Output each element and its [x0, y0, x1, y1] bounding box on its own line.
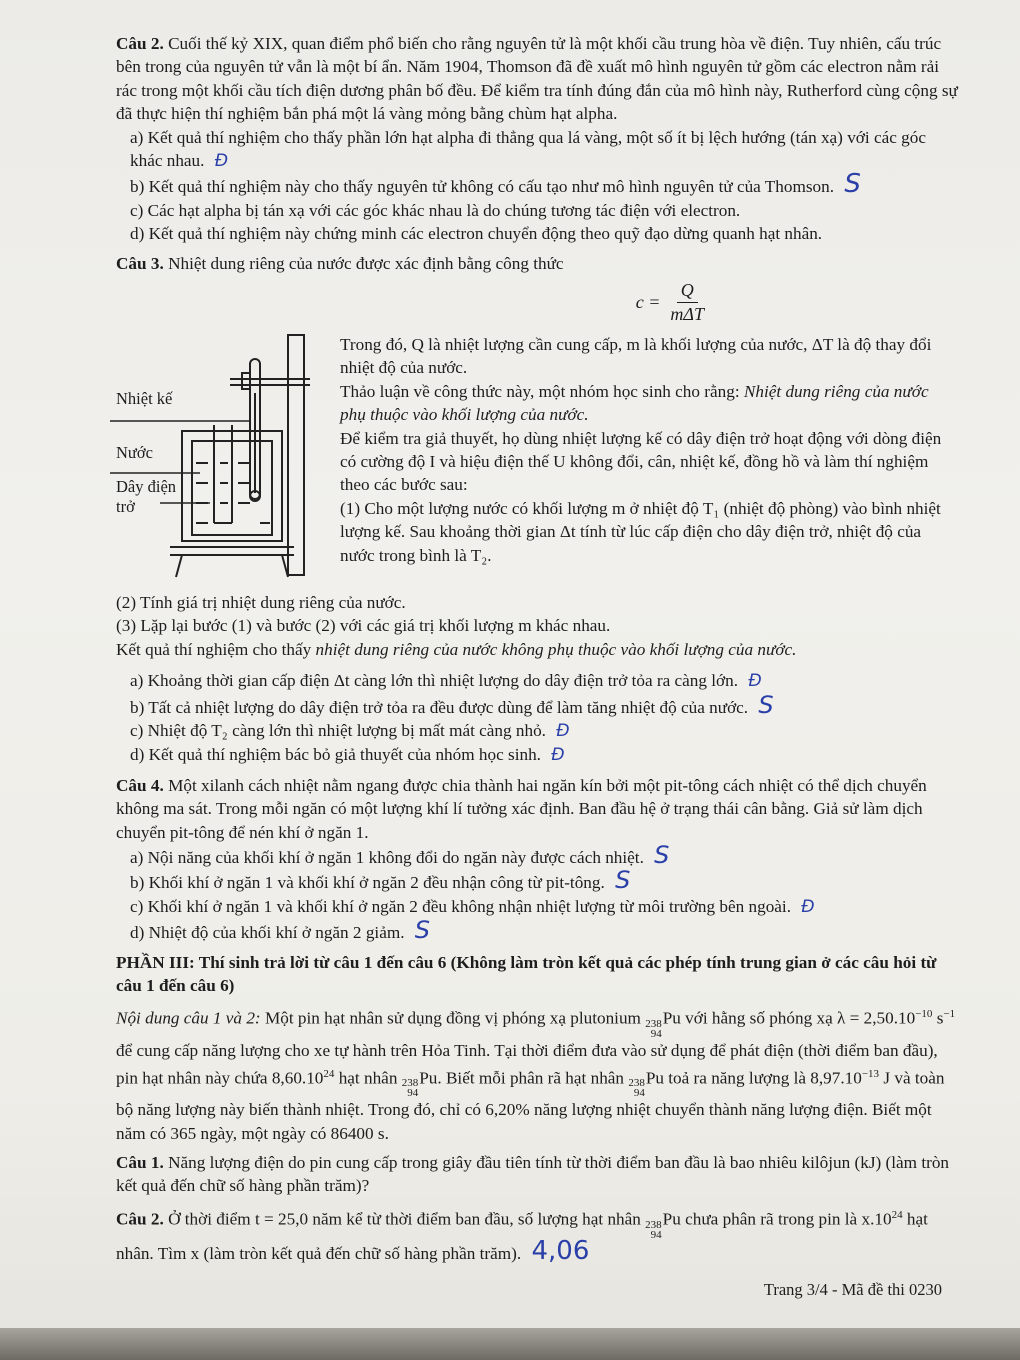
handwritten-mark: S — [615, 866, 631, 895]
handwritten-mark: Đ — [801, 896, 815, 917]
handwritten-answer: 4,06 — [531, 1235, 590, 1266]
q3-test: Để kiểm tra giả thuyết, họ dùng nhiệt lượng kế có dây điện trở hoạt động với dòng điện có cường độ I và hiệu điện thế U không đổi, cân, nhiệt kế, đồng hồ và làm thí nghiệm theo các bước sau: — [340, 428, 942, 495]
handwritten-mark: S — [758, 690, 774, 719]
thermometer-label: Nhiệt kế — [116, 388, 173, 408]
q3-step2: (2) Tính giá trị nhiệt dung riêng của nước. — [116, 592, 406, 612]
q2-option-c: c) Các hạt alpha bị tán xạ với các góc khác nhau là do chúng tương tác điện với electron. — [130, 200, 741, 220]
q3-step3: (3) Lặp lại bước (1) và bước (2) với các giá trị khối lượng m khác nhau. — [116, 616, 611, 636]
q4-option-d: d) Nhiệt độ của khối khí ở ngăn 2 giảm. S — [130, 916, 431, 945]
q2-option-a: a) Kết quả thí nghiệm cho thấy phần lớn hạt alpha đi thẳng qua lá vàng, một số ít bị lệch hướng (tán xạ) với các góc khác nhau. Đ — [116, 126, 958, 174]
handwritten-mark: Đ — [556, 720, 570, 741]
part3-title: PHẦN III: Thí sinh trả lời từ câu 1 đến câu 6 (Không làm tròn kết quả các phép tính trung gian ở các câu hỏi từ câu 1 đến câu 6) — [116, 952, 937, 995]
handwritten-mark: Đ — [214, 151, 229, 172]
handwritten-mark: S — [414, 916, 431, 945]
handwritten-mark: Đ — [551, 745, 565, 766]
q3-option-b: b) Tất cả nhiệt lượng do dây điện trở tỏa ra đều được dùng để làm tăng nhiệt độ của nước. S — [130, 690, 774, 719]
q3-discussion: Thảo luận về công thức này, một nhóm học sinh cho rằng: Nhiệt dung riêng của nước phụ thuộc vào khối lượng của nước. — [340, 381, 929, 425]
q2-option-b: b) Kết quả thí nghiệm này cho thấy nguyên tử không có cấu tạo như mô hình nguyên tử của Thomson. S — [130, 169, 861, 200]
q3-step1: (1) Cho một lượng nước có khối lượng m ở nhiệt độ T₁ (nhiệt độ phòng) vào bình nhiệt lượng kế. Sau khoảng thời gian Δt tính từ lúc cấp điện cho dây điện trở, nhiệt độ của nước trong bình là T₂. — [340, 498, 941, 565]
q2-intro: Câu 2. Cuối thế kỷ XIX, quan điểm phổ biến cho rằng nguyên tử là một khối cầu trung hòa về điện. Tuy nhiên, cấu trúc bên trong của nguyên tử vẫn là một bí ẩn. Năm 1904, Thomson đã đề xuất mô hình nguyên tử gồm các electron nằm rải rác trong một khối cầu tích điện dương phân bố đều. Để kiểm tra tính đúng đắn của mô hình này, Rutherford cùng cộng sự đã thực hiện thí nghiệm bắn phá một lá vàng mỏng bằng chùm hạt alpha. — [116, 34, 958, 124]
calorimeter-figure — [110, 333, 332, 591]
q3-intro: Câu 3. Nhiệt dung riêng của nước được xác định bằng công thức — [116, 253, 564, 273]
q3-option-a: a) Khoảng thời gian cấp điện Δt càng lớn thì nhiệt lượng do dây điện trở tỏa ra càng lớn. Đ — [116, 669, 958, 693]
q3-result: Kết quả thí nghiệm cho thấy nhiệt dung riêng của nước không phụ thuộc vào khối lượng của nước. — [116, 639, 797, 659]
wire-label: Dây điện trở — [116, 476, 177, 516]
handwritten-mark: Đ — [748, 671, 762, 692]
handwritten-mark: S — [654, 840, 670, 869]
q3-where: Trong đó, Q là nhiệt lượng cần cung cấp, m là khối lượng của nước, ΔT là độ thay đổi nhiệt độ của nước. — [340, 334, 932, 378]
page-footer: Trang 3/4 - Mã đề thi 0230 — [763, 1280, 942, 1299]
handwritten-mark: S — [844, 169, 861, 200]
part3-context: Nội dung câu 1 và 2: Một pin hạt nhân sử dụng đồng vị phóng xạ plutonium 238 94 Pu với hằng số phóng xạ $\lambda = 2,50.10^{-10}$ $s^{-1}$ để cung cấp năng lượng cho xe tự hành trên Hỏa Tinh. Tại thời điểm đưa vào sử dụng để phát điện (thời điểm ban đầu), pin hạt nhân này chứa 8,60.10$^{24}$ hạt nhân 238 94 Pu. Biết mỗi phân rã hạt nhân 238 94 Pu toả ra năng lượng là $8,97.10^{-13}$ J và toàn bộ năng lượng này biến thành nhiệt. Trong đó, chỉ có 6,20% năng lượng nhiệt chuyển thành năng lượng điện. Biết một năm có 365 ngày, một ngày có 86400 s. — [116, 1008, 956, 1143]
specific-heat-formula: c = $\frac{Q}{\text{mΔT}}$ — [635, 280, 704, 325]
part3-q2: Câu 2. Ở thời điểm t = 25,0 năm kể từ thời điểm ban đầu, số lượng hạt nhân 238 94 Pu chưa phân rã trong pin là $x.10^{24}$ hạt nhân. Tìm x (làm tròn kết quả đến chữ số hàng phần trăm). 4,06 — [116, 1208, 928, 1266]
page-content — [116, 32, 958, 1265]
water-label: Nước — [116, 442, 153, 462]
desk-edge — [0, 1328, 1020, 1360]
q4-option-c: c) Khối khí ở ngăn 1 và khối khí ở ngăn 2 đều không nhận nhiệt lượng từ môi trường bên ngoài. Đ — [116, 895, 958, 919]
q2-option-d: d) Kết quả thí nghiệm này chứng minh các electron chuyển động theo quỹ đạo dừng quanh hạt nhân. — [130, 224, 823, 244]
part3-q1: Câu 1. Năng lượng điện do pin cung cấp trong giây đầu tiên tính từ thời điểm ban đầu là bao nhiêu kilôjun (kJ) (làm tròn kết quả đến chữ số hàng phần trăm)? — [116, 1153, 950, 1196]
q3-option-c: c) Nhiệt độ T₂ càng lớn thì nhiệt lượng bị mất mát càng nhỏ. Đ — [116, 719, 958, 743]
q4-option-b: b) Khối khí ở ngăn 1 và khối khí ở ngăn 2 đều nhận công từ pit-tông. S — [130, 866, 631, 895]
q4-option-a: a) Nội năng của khối khí ở ngăn 1 không đổi do ngăn này được cách nhiệt. S — [130, 840, 670, 869]
q4-intro: Câu 4. Một xilanh cách nhiệt nằm ngang được chia thành hai ngăn kín bởi một pit-tông cách nhiệt có thể dịch chuyển không ma sát. Trong mỗi ngăn có một lượng khí lí tưởng xác định. Ban đầu hệ ở trạng thái cân bằng. Giả sử làm dịch chuyển pit-tông để nén khí ở ngăn 1. — [116, 775, 927, 842]
q3-option-d: d) Kết quả thí nghiệm bác bỏ giả thuyết của nhóm học sinh. Đ — [116, 743, 958, 767]
